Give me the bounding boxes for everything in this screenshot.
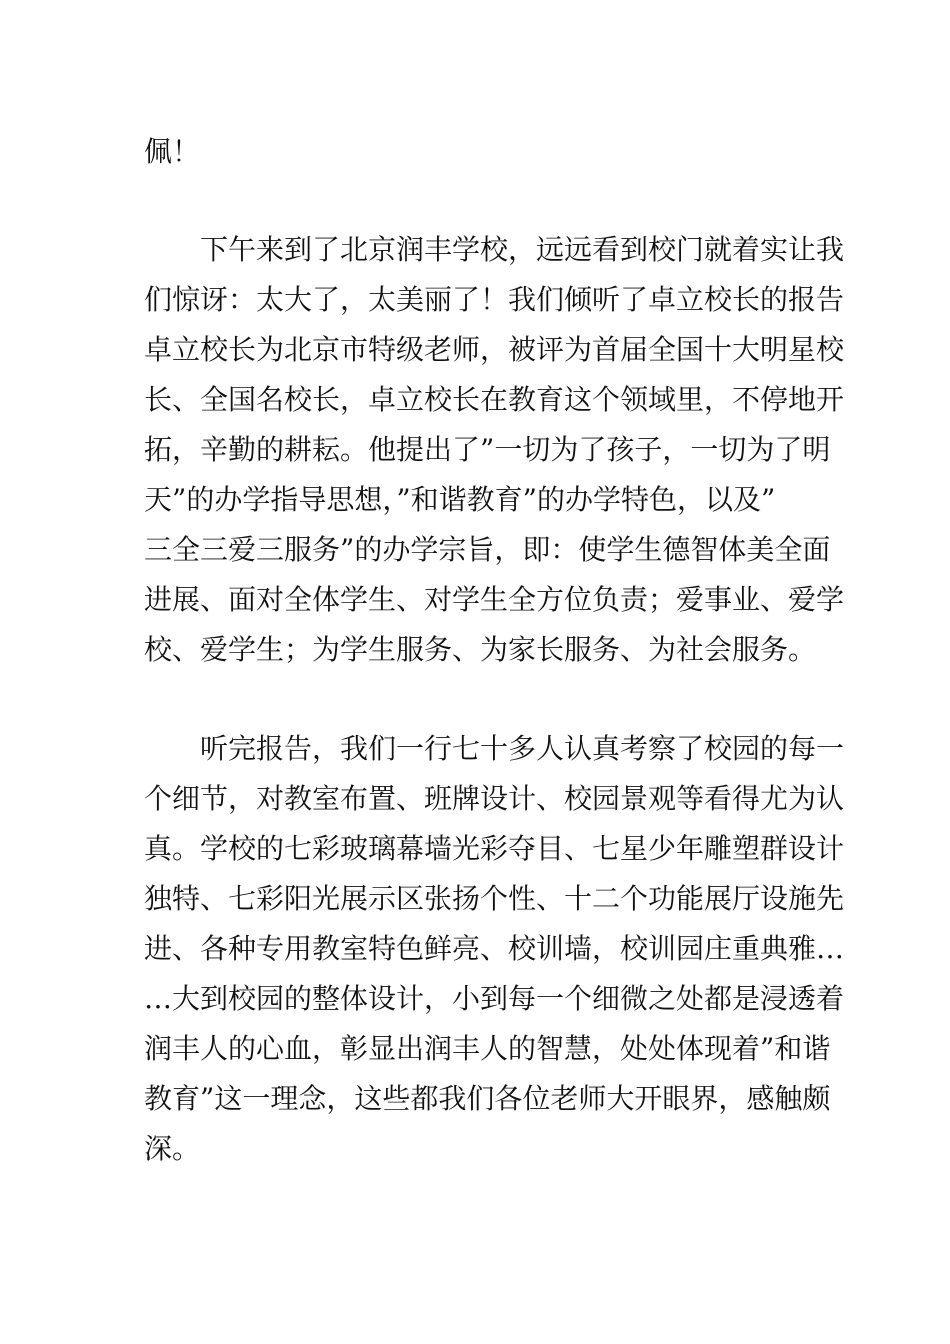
paragraph-2-line-6: 天”的办学指导思想，”和谐教育”的办学特色，以及” <box>144 483 776 516</box>
paragraph-1-line-1: 佩！ <box>144 135 201 168</box>
paragraph-2-line-8: 进展、面对全体学生、对学生全方位负责；爱事业、爱学 <box>144 583 845 616</box>
paragraph-3-line-6: …大到校园的整体设计，小到每一个细微之处都是浸透着 <box>144 982 845 1015</box>
paragraph-2-line-4: 长、全国名校长，卓立校长在教育这个领域里，不停地开 <box>144 383 845 416</box>
paragraph-3-line-3: 真。学校的七彩玻璃幕墙光彩夺目、七星少年雕塑群设计 <box>144 832 845 865</box>
paragraph-2-line-7: 三全三爱三服务”的办学宗旨，即：使学生德智体美全面 <box>144 533 831 566</box>
paragraph-2-line-1: 下午来到了北京润丰学校，远远看到校门就着实让我 <box>200 233 845 266</box>
paragraph-3-line-2: 个细节，对教室布置、班牌设计、校园景观等看得尤为认 <box>144 782 845 815</box>
paragraph-2-line-3: 卓立校长为北京市特级老师，被评为首届全国十大明星校 <box>144 333 845 366</box>
paragraph-3-line-8: 教育”这一理念，这些都我们各位老师大开眼界，感触颇 <box>144 1082 831 1115</box>
paragraph-2-line-5: 拓，辛勤的耕耘。他提出了”一切为了孩子，一切为了明 <box>144 433 831 466</box>
paragraph-3-line-7: 润丰人的心血，彰显出润丰人的智慧，处处体现着”和谐 <box>144 1032 831 1065</box>
paragraph-3-line-1: 听完报告，我们一行七十多人认真考察了校园的每一 <box>200 732 845 765</box>
paragraph-3-line-9: 深。 <box>144 1132 201 1165</box>
paragraph-2-line-9: 校、爱学生；为学生服务、为家长服务、为社会服务。 <box>144 633 817 666</box>
paragraph-3-line-4: 独特、七彩阳光展示区张扬个性、十二个功能展厅设施先 <box>144 882 845 915</box>
paragraph-2-line-2: 们惊讶：太大了，太美丽了！我们倾听了卓立校长的报告 <box>144 283 845 316</box>
paragraph-3-line-5: 进、各种专用教室特色鲜亮、校训墙，校训园庄重典雅… <box>144 932 845 965</box>
